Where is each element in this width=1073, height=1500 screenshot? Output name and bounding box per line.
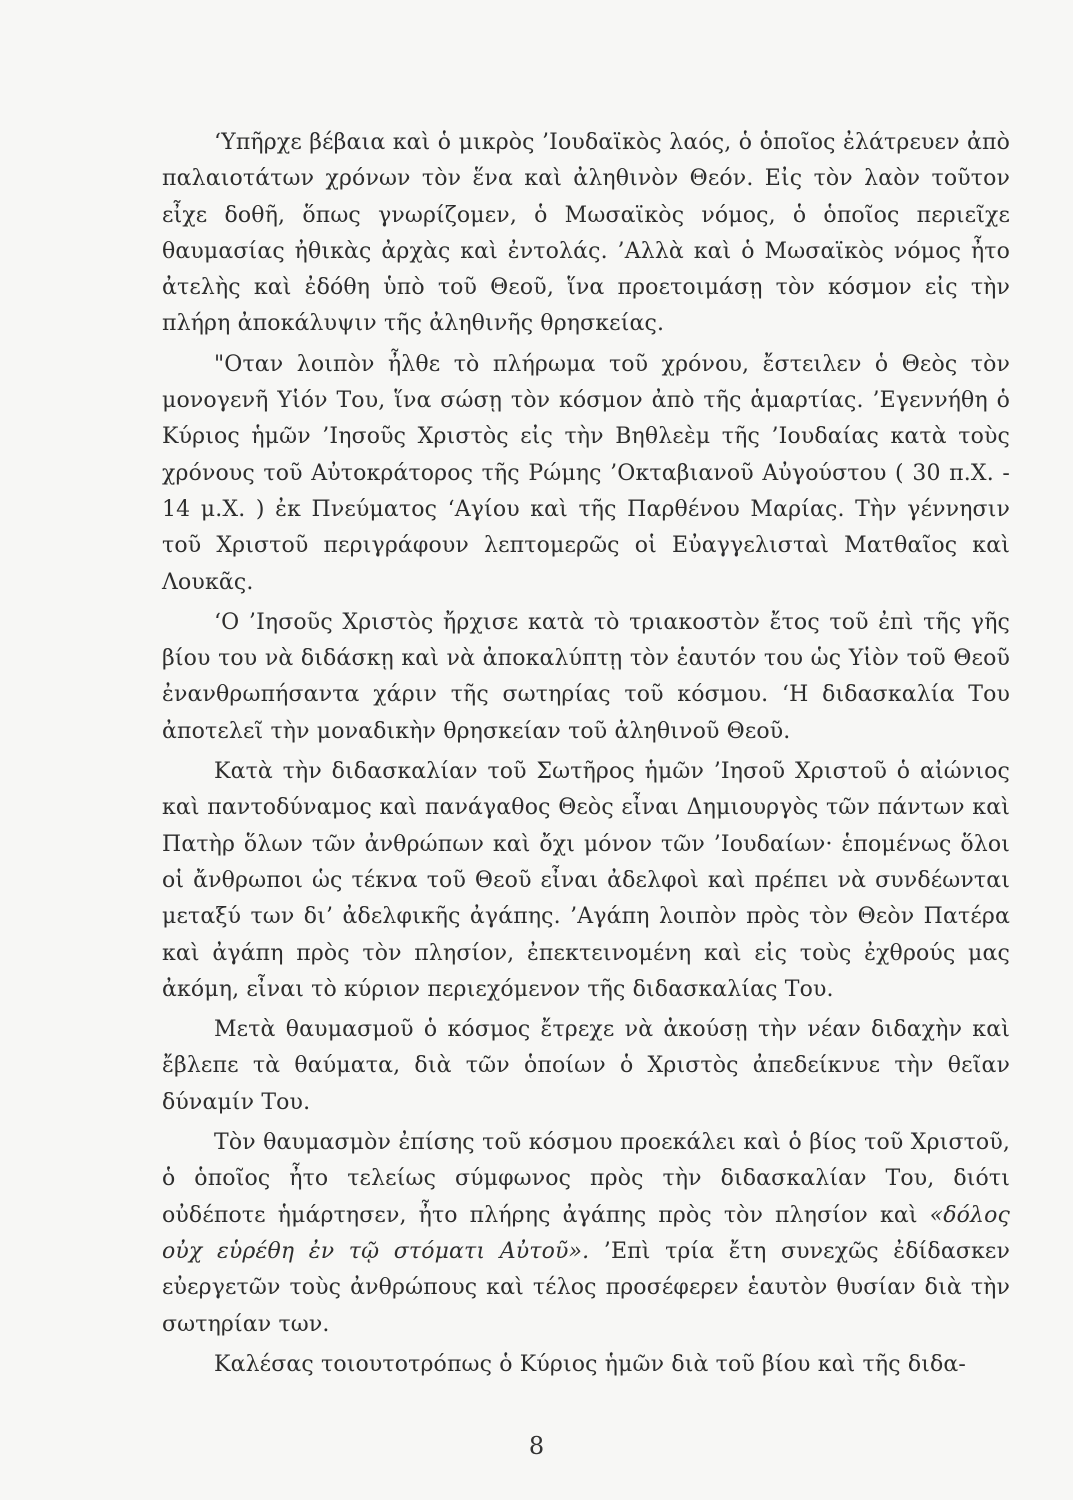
paragraph-6-quote: «δόλος οὐχ εὑρέθη ἐν τῷ στόματι Αὐτοῦ». [162, 1202, 1010, 1264]
paragraph-3: ‘Ο ’Ιησοῦς Χριστὸς ἤρχισε κατὰ τὸ τριακοστὸν ἔτος τοῦ ἐπὶ τῆς γῆς βίου του νὰ διδάσκῃ καὶ νὰ ἀποκαλύπτῃ τὸν ἑαυτόν του ὡς Υἱὸν τοῦ Θεοῦ ἐνανθρωπήσαντα χάριν τῆς σωτηρίας τοῦ κόσμου. ‘Η διδασκαλία Του ἀποτελεῖ τὴν μοναδικὴν θρησκείαν τοῦ ἀληθινοῦ Θεοῦ. [162, 609, 1010, 744]
paragraph-2: "Οταν λοιπὸν ἦλθε τὸ πλήρωμα τοῦ χρόνου, ἔστειλεν ὁ Θεὸς τὸν μονογενῆ Υἱόν Του, ἵνα σώσῃ τὸν κόσμον ἀπὸ τῆς ἁμαρτίας. ’Εγεννήθη ὁ Κύριος ἡμῶν ’Ιησοῦς Χριστὸς εἰς τὴν Βηθλεὲμ τῆς ’Ιουδαίας κατὰ τοὺς χρόνους τοῦ Αὐτοκράτορος τῆς Ρώμης ’Οκταβιανοῦ Αὐγούστου ( 30 π.Χ. - 14 μ.Χ. ) ἐκ Πνεύματος ‘Αγίου καὶ τῆς Παρθένου Μαρίας. Τὴν γέννησιν τοῦ Χριστοῦ περιγράφουν λεπτομερῶς οἱ Εὐαγγελισταὶ Ματθαῖος καὶ Λουκᾶς. [162, 351, 1010, 595]
paragraph-7: Καλέσας τοιουτοτρόπως ὁ Κύριος ἡμῶν διὰ τοῦ βίου καὶ τῆς διδα- [214, 1351, 966, 1377]
body-text [162, 125, 1010, 1383]
paragraph-6 [162, 1125, 1010, 1343]
paragraph-1: ‘Υπῆρχε βέβαια καὶ ὁ μικρὸς ’Ιουδαϊκὸς λαός, ὁ ὁποῖος ἐλάτρευεν ἀπὸ παλαιοτάτων χρόνων τὸν ἕνα καὶ ἀληθινὸν Θεόν. Εἰς τὸν λαὸν τοῦτον εἶχε δοθῆ, ὅπως γνωρίζομεν, ὁ Μωσαϊκὸς νόμος, ὁ ὁποῖος περιεῖχε θαυμασίας ἠθικὰς ἀρχὰς καὶ ἐντολάς. ’Αλλὰ καὶ ὁ Μωσαϊκὸς νόμος ἦτο ἀτελὴς καὶ ἐδόθη ὑπὸ τοῦ Θεοῦ, ἵνα προετοιμάσῃ τὸν κόσμον εἰς τὴν πλήρη ἀποκάλυψιν τῆς ἀληθινῆς θρησκείας. [162, 130, 1010, 337]
paragraph-5: Μετὰ θαυμασμοῦ ὁ κόσμος ἔτρεχε νὰ ἀκούσῃ τὴν νέαν διδαχὴν καὶ ἔβλεπε τὰ θαύματα, διὰ τῶν ὁποίων ὁ Χριστὸς ἀπεδείκνυε τὴν θεῖαν δύναμίν Του. [162, 1017, 1010, 1115]
paragraph-4: Κατὰ τὴν διδασκαλίαν τοῦ Σωτῆρος ἡμῶν ’Ιησοῦ Χριστοῦ ὁ αἰώνιος καὶ παντοδύναμος καὶ πανάγαθος Θεὸς εἶναι Δημιουργὸς τῶν πάντων καὶ Πατὴρ ὅλων τῶν ἀνθρώπων καὶ ὄχι μόνον τῶν ’Ιουδαίων· ἑπομένως ὅλοι οἱ ἄνθρωποι ὡς τέκνα τοῦ Θεοῦ εἶναι ἀδελφοὶ καὶ πρέπει νὰ συνδέωνται μεταξύ των δι’ ἀδελφικῆς ἀγάπης. ’Αγάπη λοιπὸν πρὸς τὸν Θεὸν Πατέρα καὶ ἀγάπη πρὸς τὸν πλησίον, ἐπεκτεινομένη καὶ εἰς τοὺς ἐχθρούς μας ἀκόμη, εἶναι τὸ κύριον περιεχόμενον τῆς διδασκαλίας Του. [162, 759, 1010, 1002]
paragraph-6-before-quote: Τὸν θαυμασμὸν ἐπίσης τοῦ κόσμου προεκάλει καὶ ὁ βίος τοῦ Χριστοῦ, ὁ ὁποῖος ἦτο τελείως σύμφωνος πρὸς τὴν διδασκαλίαν Του, διότι οὐδέποτε ἡμάρτησεν, ἦτο πλήρης ἀγάπης πρὸς τὸν πλησίον καὶ [162, 1130, 1010, 1228]
page-number: 8 [528, 1432, 545, 1460]
paragraph-6-after-quote: ’Επὶ τρία ἔτη συνεχῶς ἐδίδασκεν εὐεργετῶν τοὺς ἀνθρώπους καὶ τέλος προσέφερεν ἑαυτὸν θυσίαν διὰ τὴν σωτηρίαν των. [162, 1238, 1010, 1337]
